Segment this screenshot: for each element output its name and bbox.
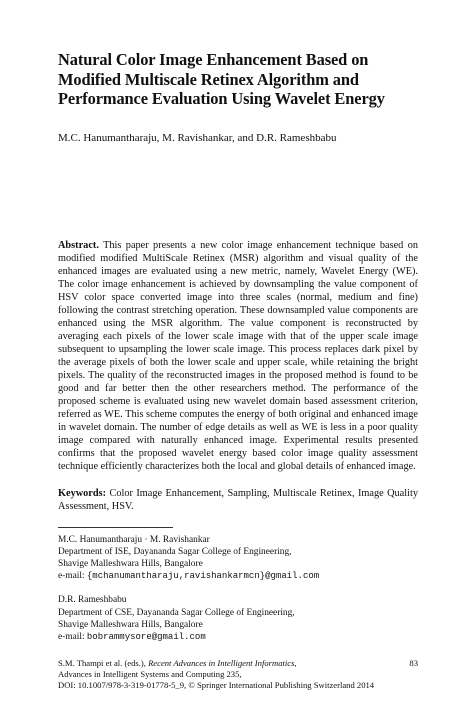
abstract-text: This paper presents a new color image enhancement technique based on modified modified MultiScale Retinex (MSR) algorithm and visual quality of the enhanced images are evaluated using a new metric, namely, Wavelet Energy (WE). The color image enhancement is achieved by downsampling the value component of HSV color space converted image into three scales (normal, medium and fine) following the contrast stretching operation. These downsampled value components are enhanced using the MSR algorithm. The value component is reconstructed by averaging each pixels of the lower scale image with that of the upper scale image subsequent to upsampling the lower scale image. This process replaces dark pixel by the average pixels of both the lower scale and upper scale, while retaining the bright pixels. The quality of the reconstructed images in the proposed method is found to be good and far better then the other researchers method. The performance of the proposed scheme is evaluated using new wavelet domain based assessment criterion, referred as WE. This scheme computes the energy of both original and enhanced image in wavelet domain. The number of edge details as well as WE is less in a poor quality image compared with naturally enhanced image. Experimental results presented confirms that the proposed wavelet energy based color image quality assessment technique efficiently characterizes both the local and global details of enhanced image. — [58, 239, 418, 472]
title-line-3: Performance Evaluation Using Wavelet Energy — [58, 89, 385, 108]
affiliation-names: M.C. Hanumantharaju · M. Ravishankar — [58, 534, 210, 545]
abstract-label: Abstract. — [58, 239, 99, 251]
keywords-label: Keywords: — [58, 487, 107, 499]
page-footer — [58, 658, 418, 692]
citation-line — [58, 658, 418, 669]
affiliation-address: Shavige Malleshwara Hills, Bangalore — [58, 619, 203, 630]
affiliation-address: Shavige Malleshwara Hills, Bangalore — [58, 558, 203, 569]
paper-page — [58, 50, 418, 643]
footnote-divider — [58, 527, 173, 528]
citation-doi: DOI: 10.1007/978-3-319-01778-5_9, © Springer International Publishing Switzerland 2014 — [58, 680, 375, 691]
paper-title — [58, 50, 418, 109]
affiliation-1 — [58, 534, 418, 583]
citation-book-title: Recent Advances in Intelligent Informatics, — [148, 658, 297, 668]
affiliation-department: Department of CSE, Dayananda Sagar College of Engineering, — [58, 607, 295, 618]
title-line-1: Natural Color Image Enhancement Based on — [58, 50, 369, 69]
abstract — [58, 239, 418, 473]
affiliation-email-line — [58, 631, 418, 643]
citation-editors: S.M. Thampi et al. (eds.), — [58, 658, 149, 668]
author-list: M.C. Hanumantharaju, M. Ravishankar, and D.R. Rameshbabu — [58, 131, 337, 144]
keywords — [58, 487, 418, 513]
citation-series: Advances in Intelligent Systems and Computing 235, — [58, 669, 242, 680]
email-label: e-mail: — [58, 631, 87, 642]
email-address[interactable]: bobrammysore@gmail.com — [86, 631, 206, 642]
affiliation-names: D.R. Rameshbabu — [58, 595, 127, 606]
affiliation-email-line — [58, 570, 418, 582]
keywords-text: Color Image Enhancement, Sampling, Multiscale Retinex, Image Quality Assessment, HSV. — [58, 487, 418, 512]
affiliation-department: Department of ISE, Dayananda Sagar College of Engineering, — [58, 546, 292, 557]
email-address[interactable]: {mchanumantharaju,ravishankarmcn}@gmail.com — [86, 571, 320, 582]
title-line-2: Modified Multiscale Retinex Algorithm and — [58, 69, 359, 89]
affiliation-2 — [58, 594, 418, 643]
email-label: e-mail: — [58, 571, 87, 582]
page-number: 83 — [409, 658, 418, 668]
